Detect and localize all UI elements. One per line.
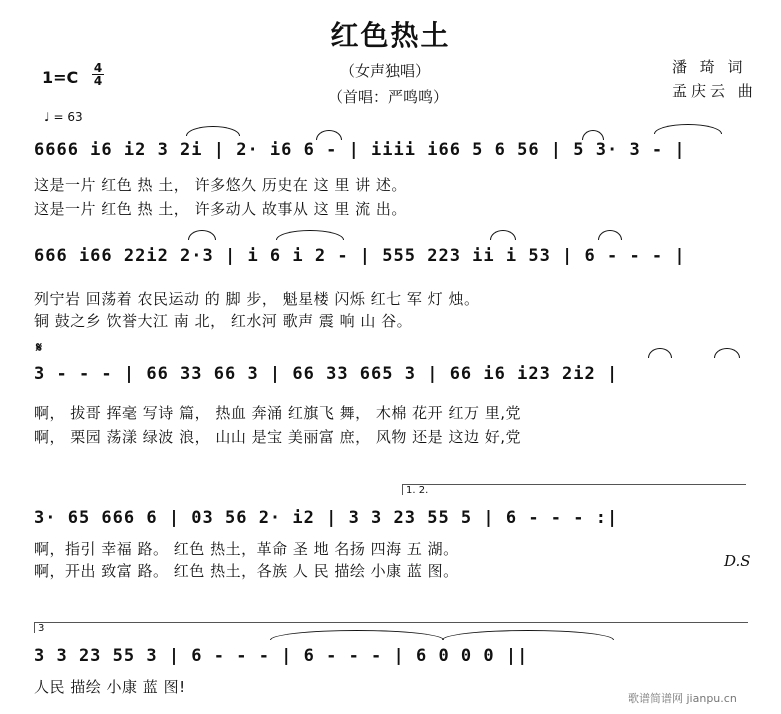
lyric-row-2-verse-2: 铜 鼓之乡 饮誉大江 南 北， 红水河 歌声 震 响 山 谷。 xyxy=(34,312,413,330)
tie-arc xyxy=(582,130,604,140)
segno-sign: 𝄋 xyxy=(36,340,43,356)
premiere-singer: （首唱：严鸣鸣） xyxy=(328,88,449,106)
volta-label: 1. 2. xyxy=(406,485,429,496)
notation-row-3: 3 - - - | 66 33 66 3 | 66 33 665 3 | 66 i6 i23 2i2 | xyxy=(34,364,619,384)
tie-arc xyxy=(598,230,622,240)
time-top: 4 xyxy=(93,61,103,75)
lyricist: 潘 琦 词 xyxy=(672,58,747,76)
composer: 孟庆云 曲 xyxy=(672,82,757,100)
lyric-row-2-verse-1: 列宁岩 回荡着 农民运动 的 脚 步， 魁星楼 闪烁 红七 军 灯 烛。 xyxy=(34,290,480,308)
notation-row-1: 6666 i6 i2 3 2i | 2· i6 6 - | iiii i66 5 6 56 | 5 3· 3 - | xyxy=(34,140,686,160)
tie-arc xyxy=(654,124,722,134)
tie-arc xyxy=(188,230,216,240)
lyric-row-3-verse-1: 啊， 拔哥 挥毫 写诗 篇， 热血 奔涌 红旗飞 舞， 木棉 花开 红万 里,党 xyxy=(34,404,521,422)
notation-row-5: 3 3 23 55 3 | 6 - - - | 6 - - - | 6 0 0 0 || xyxy=(34,646,529,666)
lyric-row-4-verse-2: 啊，开出 致富 路。 红色 热土，各族 人 民 描绘 小康 蓝 图。 xyxy=(34,562,459,580)
tempo-marking: ♩ = 63 xyxy=(44,110,83,124)
time-signature xyxy=(92,62,104,87)
lyric-row-1-verse-2: 这是一片 红色 热 土， 许多动人 故事从 这 里 流 出。 xyxy=(34,200,407,218)
lyric-row-1-verse-1: 这是一片 红色 热 土， 许多悠久 历史在 这 里 讲 述。 xyxy=(34,176,407,194)
notation-row-2: 666 i66 22i2 2·3 | i 6 i 2 - | 555 223 ii i 53 | 6 - - - | xyxy=(34,246,686,266)
lyric-row-4-verse-1: 啊，指引 幸福 路。 红色 热土，革命 圣 地 名扬 四海 五 湖。 xyxy=(34,540,459,558)
watermark: 歌谱简谱网 jianpu.cn xyxy=(628,692,737,705)
tie-arc xyxy=(714,348,740,358)
song-title: 红色热土 xyxy=(330,19,451,52)
tie-arc xyxy=(648,348,672,358)
volta-bracket-1-2 xyxy=(402,484,746,495)
subtitle: （女声独唱） xyxy=(340,62,431,80)
notation-row-4: 3· 65 666 6 | 03 56 2· i2 | 3 3 23 55 5 | 6 - - - :| xyxy=(34,508,619,528)
key-signature: 1=C xyxy=(42,68,79,87)
tie-arc xyxy=(276,230,344,240)
tie-arc xyxy=(490,230,516,240)
volta-label: 3 xyxy=(38,623,45,634)
tie-arc xyxy=(186,126,240,136)
time-bottom: 4 xyxy=(93,74,103,88)
dal-segno-marking: D.S xyxy=(724,552,751,570)
tie-arc xyxy=(316,130,342,140)
lyric-row-5-verse-1: 人民 描绘 小康 蓝 图! xyxy=(34,678,186,696)
lyric-row-3-verse-2: 啊， 栗园 荡漾 绿波 浪， 山山 是宝 美丽富 庶， 风物 还是 这边 好,党 xyxy=(34,428,521,446)
